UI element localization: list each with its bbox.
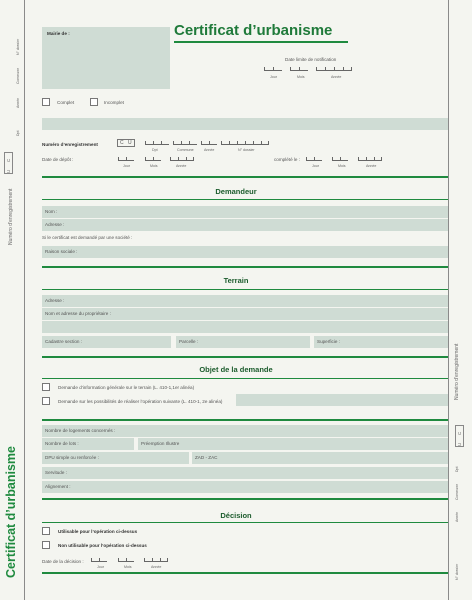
date-decision-annee: Année [151, 565, 162, 569]
left-stub-c: C [6, 158, 11, 162]
parcelle-label: Parcelle : [179, 339, 199, 344]
details-top-rule [42, 419, 448, 421]
sub-annee: Année [204, 148, 215, 152]
terrain-top-rule [42, 266, 448, 268]
page-title: Certificat d’urbanisme [174, 22, 333, 39]
right-stub-commune: Commune [455, 483, 459, 500]
date-decision-mois: Mois [124, 565, 132, 569]
decision-option2-checkbox[interactable] [42, 541, 50, 549]
objet-option1-label: Demande d’information générale sur le terrain (L. 410-1,1er alinéa) [58, 385, 195, 390]
incomplet-checkbox[interactable] [90, 98, 98, 106]
complet-label: Complet [57, 100, 75, 105]
objet-bottom-rule [42, 378, 448, 379]
incomplet-label: Incomplet [104, 100, 124, 105]
terrain-title: Terrain [223, 276, 249, 285]
status-notes-band[interactable] [42, 118, 448, 130]
sub-commune: Commune [177, 148, 194, 152]
raison-sociale-field[interactable] [42, 246, 448, 258]
nom-label: Nom : [45, 209, 58, 214]
right-stub-u: U [457, 442, 462, 446]
complete-le-jour: Jour [312, 164, 319, 168]
demandeur-title: Demandeur [215, 187, 257, 196]
right-stub-numero: Numéro d’enregistrement [454, 343, 460, 400]
societe-note: Si le certificat est demandé par une société : [42, 235, 133, 240]
date-depot-label: Date de dépôt : [42, 157, 74, 162]
preemption-label: Préemption Illustre [141, 441, 180, 446]
right-stub-dpt: Dpt [455, 466, 459, 472]
decision-top-rule [42, 498, 448, 500]
cadastre-field[interactable] [42, 336, 171, 348]
decision-end-rule [42, 572, 448, 574]
right-stub-annee: Année [455, 511, 459, 522]
left-stub-divider [24, 0, 25, 600]
zad-field[interactable] [192, 452, 448, 464]
superficie-field[interactable] [314, 336, 448, 348]
demandeur-adresse-label: Adresse : [45, 222, 65, 227]
terrain-adresse-field[interactable] [42, 295, 448, 307]
right-stub-c: C [457, 431, 462, 435]
logements-label: Nombre de logements concernés : [45, 428, 116, 433]
objet-option2-label: Demande sur les possibilités de réaliser l’opération suivante (L. 410-1, 2e alinéa) [58, 399, 223, 404]
objet-title: Objet de la demande [199, 365, 273, 374]
decision-bottom-rule [42, 522, 448, 523]
cadastre-label: Cadastre section : [45, 339, 83, 344]
decision-option1-label: Utilisable pour l’opération ci-dessus [58, 529, 138, 534]
decision-option1-checkbox[interactable] [42, 527, 50, 535]
decision-option2-label: Non utilisable pour l’opération ci-dessus [58, 543, 147, 548]
demandeur-top-rule [42, 176, 448, 178]
date-limite-annee: Année [331, 75, 342, 79]
left-stub-commune: Commune [16, 67, 20, 84]
proprietaire-field[interactable] [42, 308, 448, 320]
complete-le-annee: Année [366, 164, 377, 168]
complete-le-label: complété le : [274, 157, 301, 162]
cu-u: U [128, 140, 132, 146]
left-stub-numero: Numéro d’enregistrement [8, 188, 14, 245]
operation-field[interactable] [236, 394, 448, 406]
mairie-label: Mairie de : [47, 31, 70, 36]
sub-dossier: N° dossier [238, 148, 255, 152]
date-decision-jour: Jour [97, 565, 104, 569]
dpu-label: DPU simple ou renforcée : [45, 455, 99, 460]
lots-field[interactable] [42, 438, 134, 450]
proprietaire-field-line2[interactable] [42, 321, 448, 333]
date-decision-label: Date de la décision : [42, 559, 84, 564]
dpu-field[interactable] [42, 452, 189, 464]
left-stub-title: Certificat d’urbanisme [4, 446, 18, 578]
lots-label: Nombre de lots : [45, 441, 79, 446]
objet-top-rule [42, 356, 448, 358]
terrain-bottom-rule [42, 289, 448, 290]
superficie-label: Superficie : [317, 339, 340, 344]
date-depot-annee: Année [176, 164, 187, 168]
demandeur-bottom-rule [42, 199, 448, 200]
alignement-field[interactable] [42, 481, 448, 493]
left-stub-u: U [6, 169, 11, 173]
left-stub-dpt: Dpt [16, 130, 20, 136]
numero-label: Numéro d’enregistrement [42, 142, 98, 147]
proprietaire-label: Nom et adresse du propriétaire : [45, 311, 111, 316]
parcelle-field[interactable] [176, 336, 310, 348]
left-stub-cu-box [4, 152, 13, 174]
objet-option2-checkbox[interactable] [42, 397, 50, 405]
title-underline [174, 41, 348, 43]
date-limite-label: Date limite de notification [285, 57, 337, 62]
objet-option1-checkbox[interactable] [42, 383, 50, 391]
demandeur-adresse-field[interactable] [42, 219, 448, 231]
date-depot-jour: Jour [123, 164, 130, 168]
date-limite-jour: Jour [270, 75, 277, 79]
servitude-label: Servitude : [45, 470, 67, 475]
cu-box [117, 139, 135, 147]
preemption-field[interactable] [138, 438, 448, 450]
servitude-field[interactable] [42, 467, 448, 479]
sub-dpt: Dpt [152, 148, 158, 152]
mairie-box[interactable] [42, 27, 170, 89]
logements-field[interactable] [42, 425, 448, 437]
decision-title: Décision [220, 511, 252, 520]
complet-checkbox[interactable] [42, 98, 50, 106]
raison-sociale-label: Raison sociale : [45, 249, 78, 254]
right-stub-divider [448, 0, 449, 600]
alignement-label: Alignement : [45, 484, 71, 489]
cu-c: C [120, 140, 124, 146]
right-stub-cu-box [455, 425, 464, 447]
left-stub-annee: Année [16, 97, 20, 108]
date-depot-mois: Mois [150, 164, 158, 168]
terrain-adresse-label: Adresse : [45, 298, 65, 303]
complete-le-mois: Mois [338, 164, 346, 168]
zad-label: ZAD - ZAC [195, 455, 218, 460]
date-limite-mois: Mois [297, 75, 305, 79]
right-stub-dossier: N° dossier [455, 563, 459, 580]
nom-field[interactable] [42, 206, 448, 218]
left-stub-dossier: N° dossier [16, 38, 20, 55]
